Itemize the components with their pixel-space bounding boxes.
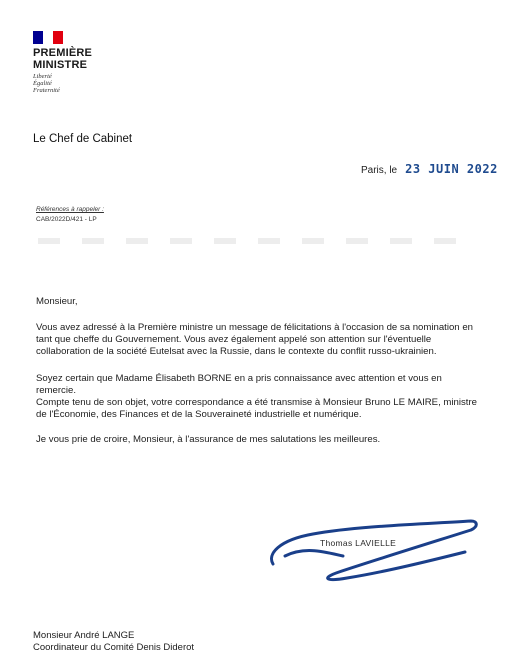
references-value: CAB/2022D/421 - LP (36, 216, 97, 223)
motto-liberte: Liberté (33, 73, 52, 80)
brand-line-2: MINISTRE (33, 59, 88, 71)
references-label: Références à rappeler : (36, 206, 104, 213)
flag-blue-band (33, 31, 43, 44)
salutation: Monsieur, (36, 296, 78, 307)
sender-title: Le Chef de Cabinet (33, 133, 133, 145)
motto-fraternite: Fraternité (33, 87, 60, 94)
body-paragraph-2: Soyez certain que Madame Élisabeth BORNE en a pris connaissance avec attention et vous en remercie. (36, 373, 442, 397)
flag-white-band (43, 31, 53, 44)
date-stamp: 23 JUIN 2022 (405, 162, 498, 176)
body-paragraph-1: Vous avez adressé à la Première ministre un message de félicitations à l'occasion de sa nomination en tant que cheffe du Gouvernement. Vous avez également appelé son attention sur l'éventuelle collaboration de la société Eutelsat avec la Russie, dans le contexte du conflit russo-ukrainien. (36, 322, 473, 358)
recipient-name: Monsieur André LANGE (33, 630, 135, 641)
date-line (361, 162, 498, 178)
redacted-address-strip (38, 238, 478, 244)
body-paragraph-3: Compte tenu de son objet, votre correspondance a été transmise à Monsieur Bruno LE MAIRE, ministre de l'Économie, des Finances et de la Souveraineté industrielle et numérique. (36, 397, 477, 421)
body-paragraph-4: Je vous prie de croire, Monsieur, à l'assurance de mes salutations les meilleures. (36, 434, 381, 445)
flag-red-band (53, 31, 63, 44)
brand-line-1: PREMIÈRE (33, 47, 93, 59)
handwritten-signature (265, 516, 489, 582)
motto-egalite: Égalité (33, 80, 52, 87)
signer-name: Thomas LAVIELLE (320, 538, 397, 548)
date-place: Paris, le (361, 165, 398, 176)
republic-flag-logo (33, 31, 63, 44)
recipient-title: Coordinateur du Comité Denis Diderot (33, 642, 195, 653)
